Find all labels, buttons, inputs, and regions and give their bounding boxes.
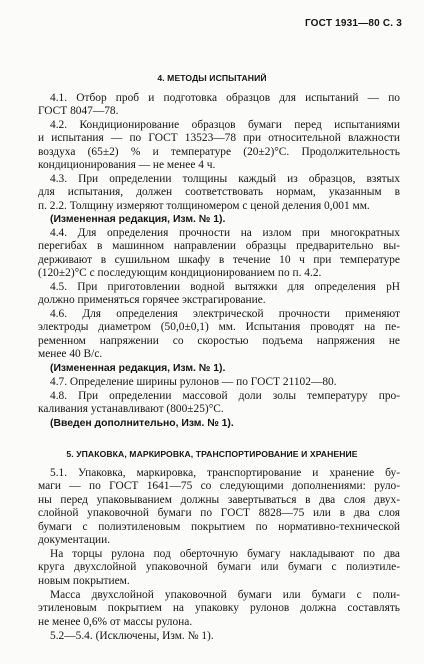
paragraph-5-1-mass xyxy=(38,589,400,629)
text-line: бумаги с полиэтиленовым покрытием по нормативно-технической xyxy=(38,520,400,533)
text-line: 4.8. При определении массовой доли золы температуру про- xyxy=(50,390,400,402)
text-line: не менее 0,6% от массы рулона. xyxy=(38,615,193,628)
text-line: 4.2. Кондиционирование образцов бумаги перед испытаниями xyxy=(50,119,400,131)
text-line: ГОСТ 8047—78. xyxy=(38,105,119,118)
text-line: перегибах в машинном направлении образцы предварительно вы- xyxy=(38,240,400,253)
paragraph-4-7 xyxy=(38,376,400,389)
text-line: слойной упаковочной бумаги по ГОСТ 8828—75 или в два слоя xyxy=(38,507,400,520)
text-line: 5.1. Упаковка, маркировка, транспортирование и хранение бу- xyxy=(50,467,400,479)
paragraph-4-5 xyxy=(38,281,400,308)
text-line: ременном напряжении со скоростью подъема напряжения не xyxy=(38,334,400,347)
text-line: (120±2)°С с последующим кондиционированием по п. 4.2. xyxy=(38,267,322,280)
text-line: каливания устанавливают (800±25)°С. xyxy=(38,403,224,416)
paragraph-4-6 xyxy=(38,308,400,362)
text-line: 4.6. Для определения электрической прочности применяют xyxy=(50,308,400,320)
page-header: ГОСТ 1931—80 С. 3 xyxy=(304,18,402,29)
text-line: новым покрытием. xyxy=(38,574,130,587)
paragraph-4-8 xyxy=(38,390,400,417)
paragraph-4-1 xyxy=(38,92,400,119)
paragraph-4-2 xyxy=(38,119,400,173)
section-5-title: 5. УПАКОВКА, МАРКИРОВКА, ТРАНСПОРТИРОВАНИЕ И ХРАНЕНИЕ xyxy=(66,449,358,459)
text-line: воздуха (65±2) % и температуре (20±2)°С. Продолжительность xyxy=(38,145,400,158)
text-line: (Измененная редакция, Изм. № 1). xyxy=(50,363,226,374)
paragraph-4-4 xyxy=(38,227,400,281)
text-line: 5.2—5.4. (Исключены, Изм. № 1). xyxy=(50,630,214,642)
text-line: электроды диаметром (50,0±0,1) мм. Испытания проводят на пе- xyxy=(38,321,400,334)
amendment-note xyxy=(38,213,400,226)
amendment-note xyxy=(38,362,400,375)
text-line: круга двухслойной упаковочной бумаги или бумаги с полиэтиле- xyxy=(38,561,400,574)
text-line: (Измененная редакция, Изм. № 1). xyxy=(50,214,226,225)
text-line: и испытания — по ГОСТ 13523—78 при относительной влажности xyxy=(38,132,400,145)
text-line: На торцы рулона под оберточную бумагу накладывают по два xyxy=(50,548,400,560)
text-line: маги — по ГОСТ 1641—75 со следующими дополнениями: руло- xyxy=(38,480,400,493)
text-line: 4.3. При определении толщины каждый из образцов, взятых xyxy=(50,173,400,185)
addition-note xyxy=(38,417,400,430)
paragraph-5-1-ends xyxy=(38,548,400,588)
text-line: ны перед упаковыванием должны завертываться в два слоя двух- xyxy=(38,493,400,506)
section-4-title: 4. МЕТОДЫ ИСПЫТАНИЙ xyxy=(157,73,267,83)
text-line: (Введен дополнительно, Изм. № 1). xyxy=(50,418,234,429)
text-line: держивают в сушильном шкафу в течение 10 ч при температуре xyxy=(38,253,400,266)
text-line: этиленовым покрытием на упаковку рулонов должна составлять xyxy=(38,602,400,615)
paragraph-5-1 xyxy=(38,467,400,547)
text-line: 4.7. Определение ширины рулонов — по ГОСТ 21102—80. xyxy=(50,376,337,388)
paragraph-5-2-5-4 xyxy=(38,630,400,643)
text-line: для испытания, должен соответствовать нормам, указанным в xyxy=(38,186,400,199)
text-line: Масса двухслойной упаковочной бумаги или бумаги с поли- xyxy=(50,589,400,601)
text-line: 4.5. При приготовлении водной вытяжки для определения pH xyxy=(50,281,400,293)
text-line: менее 40 В/с. xyxy=(38,348,103,361)
text-line: 4.4. Для определения прочности на излом при многократных xyxy=(50,227,400,239)
text-line: п. 2.2. Толщину измеряют толщиномером с ценой деления 0,001 мм. xyxy=(38,199,370,212)
text-line: 4.1. Отбор проб и подготовка образцов для испытаний — по xyxy=(50,92,400,104)
paragraph-4-3 xyxy=(38,173,400,213)
text-line: документации. xyxy=(38,534,111,547)
text-line: кондиционирования — не менее 4 ч. xyxy=(38,159,216,172)
text-line: должно применяться горячее экстрагирование. xyxy=(38,294,266,307)
